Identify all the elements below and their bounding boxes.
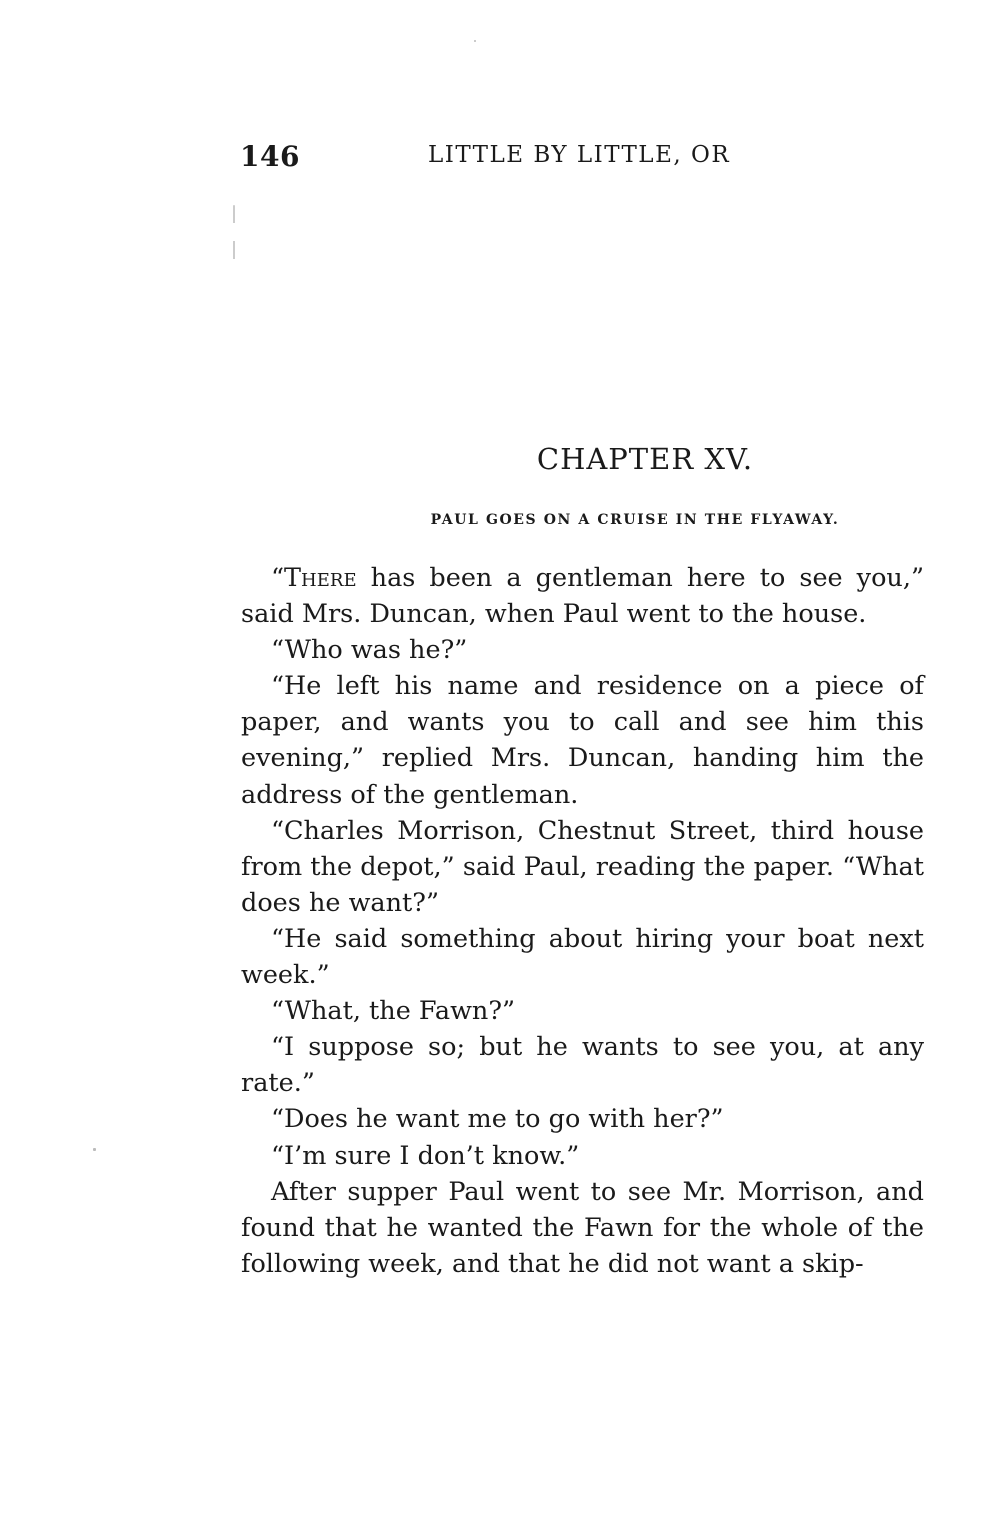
scan-speck xyxy=(233,205,235,295)
scan-speck xyxy=(474,40,476,42)
chapter-title: CHAPTER XV. xyxy=(536,442,754,476)
paragraph: “Who was he?” xyxy=(271,635,468,666)
running-head xyxy=(240,140,930,180)
paragraph: “I suppose so; but he wants to see you, at any rate.” xyxy=(241,1032,924,1099)
paragraph: “Does he want me to go with her?” xyxy=(271,1104,724,1135)
lead-word: There xyxy=(284,563,357,593)
page-number: 146 xyxy=(240,140,300,173)
chapter-subtitle: PAUL GOES ON A CRUISE IN THE FLYAWAY. xyxy=(430,512,840,528)
paragraph: “He left his name and residence on a piece of paper, and wants you to call and see him this evening,” replied Mrs. Duncan, handing him the address of the gentleman. xyxy=(241,671,924,810)
running-title: LITTLE BY LITTLE, OR xyxy=(428,142,731,168)
paragraph: “What, the Fawn?” xyxy=(271,996,516,1027)
paragraph: “He said something about hiring your boat next week.” xyxy=(241,923,924,991)
paragraph: “I’m sure I don’t know.” xyxy=(271,1140,580,1171)
scan-speck xyxy=(93,1148,96,1151)
body-text xyxy=(241,560,924,1282)
paragraph: After supper Paul went to see Mr. Morrison, and found that he wanted the Fawn for the whole of the following week, and that he did not want a skip- xyxy=(241,1176,924,1279)
paragraph: “Charles Morrison, Chestnut Street, third house from the depot,” said Paul, reading the paper. “What does he want?” xyxy=(241,815,924,918)
paragraph: “There has been a gentleman here to see you,” said Mrs. Duncan, when Paul went to the house. xyxy=(241,563,924,630)
paragraph-text: has been a gentleman here to see you,” said Mrs. Duncan, when Paul went to the house. xyxy=(241,563,924,630)
